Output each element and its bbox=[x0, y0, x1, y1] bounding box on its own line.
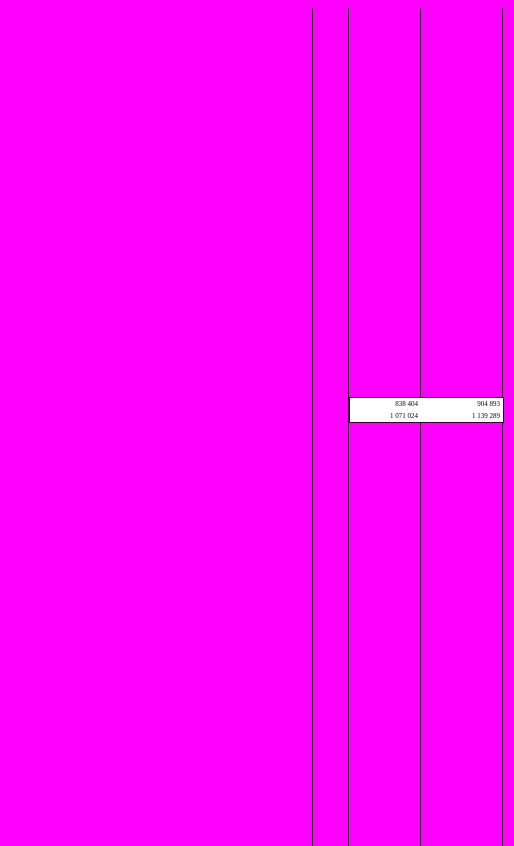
row-value-period-start bbox=[424, 645, 500, 657]
row-code bbox=[314, 541, 348, 553]
row-value-period-end bbox=[350, 793, 418, 805]
row-code bbox=[314, 657, 348, 669]
row-code bbox=[314, 93, 348, 105]
table-row bbox=[0, 211, 514, 223]
row-value-period-start bbox=[424, 735, 500, 747]
row-value-period-start bbox=[424, 471, 500, 483]
table-row bbox=[0, 246, 514, 258]
row-code bbox=[314, 293, 348, 305]
row-value-period-start bbox=[424, 81, 500, 93]
table-row bbox=[0, 69, 514, 81]
row-value-period-start bbox=[424, 234, 500, 246]
row-value-period-start bbox=[424, 622, 500, 634]
row-code bbox=[314, 723, 348, 735]
row-value-period-end bbox=[350, 541, 418, 553]
table-row bbox=[0, 187, 514, 199]
row-value-period-start bbox=[424, 69, 500, 81]
row-value-period-end bbox=[350, 376, 418, 388]
row-value-period-start bbox=[424, 376, 500, 388]
table-row bbox=[0, 541, 514, 553]
table-row bbox=[0, 140, 514, 152]
table-row bbox=[0, 222, 514, 234]
row-value-period-start bbox=[424, 93, 500, 105]
row-code bbox=[314, 448, 348, 460]
row-value-period-end bbox=[350, 234, 418, 246]
row-value-period-end bbox=[350, 781, 418, 793]
row-value-period-end bbox=[350, 222, 418, 234]
table-row bbox=[0, 804, 514, 816]
row-value-period-end bbox=[350, 506, 418, 518]
row-value-period-start bbox=[424, 187, 500, 199]
row-value-period-start bbox=[424, 553, 500, 565]
row-code bbox=[314, 281, 348, 293]
table-row bbox=[0, 506, 514, 518]
table-row bbox=[0, 34, 514, 46]
row-code bbox=[314, 116, 348, 128]
table-row bbox=[0, 735, 514, 747]
row-value-period-end bbox=[350, 329, 418, 341]
totals-box bbox=[349, 397, 504, 423]
table-row bbox=[0, 340, 514, 352]
row-value-period-end bbox=[350, 816, 418, 828]
row-value-period-end bbox=[350, 10, 418, 22]
row-code bbox=[314, 45, 348, 57]
table-row bbox=[0, 712, 514, 724]
row-code bbox=[314, 495, 348, 507]
row-value-period-end bbox=[350, 352, 418, 364]
row-code bbox=[314, 352, 348, 364]
table-row bbox=[0, 81, 514, 93]
table-row bbox=[0, 758, 514, 770]
row-value-period-start bbox=[424, 270, 500, 282]
table-row bbox=[0, 700, 514, 712]
row-code bbox=[314, 645, 348, 657]
row-value-period-start bbox=[424, 10, 500, 22]
row-value-period-end bbox=[350, 199, 418, 211]
row-value-period-start bbox=[424, 746, 500, 758]
row-code bbox=[314, 758, 348, 770]
row-value-period-start bbox=[424, 293, 500, 305]
row-value-period-end bbox=[350, 723, 418, 735]
row-value-period-end bbox=[350, 45, 418, 57]
row-code bbox=[314, 529, 348, 541]
table-row bbox=[0, 305, 514, 317]
table-row bbox=[0, 425, 514, 437]
table-row bbox=[0, 317, 514, 329]
row-value-period-start bbox=[424, 425, 500, 437]
table-row bbox=[0, 471, 514, 483]
row-code bbox=[314, 140, 348, 152]
row-value-period-start bbox=[424, 541, 500, 553]
table-row bbox=[0, 770, 514, 782]
row-value-period-start bbox=[424, 495, 500, 507]
row-value-period-start bbox=[424, 437, 500, 449]
row-value-period-end bbox=[350, 270, 418, 282]
row-value-period-start bbox=[424, 45, 500, 57]
table-row bbox=[0, 93, 514, 105]
table-row bbox=[0, 234, 514, 246]
row-code bbox=[314, 816, 348, 828]
row-value-period-end bbox=[350, 246, 418, 258]
row-code bbox=[314, 746, 348, 758]
row-value-period-start bbox=[424, 576, 500, 588]
row-value-period-end bbox=[350, 128, 418, 140]
row-value-period-start bbox=[424, 793, 500, 805]
row-code bbox=[314, 611, 348, 623]
table-row bbox=[0, 634, 514, 646]
row-code bbox=[314, 364, 348, 376]
row-value-period-start bbox=[424, 364, 500, 376]
table-row bbox=[0, 45, 514, 57]
table-row bbox=[0, 781, 514, 793]
table-row bbox=[0, 175, 514, 187]
row-code bbox=[314, 69, 348, 81]
table-row bbox=[0, 518, 514, 530]
row-value-period-start bbox=[424, 305, 500, 317]
table-row bbox=[0, 270, 514, 282]
row-value-period-end bbox=[350, 211, 418, 223]
row-code bbox=[314, 437, 348, 449]
row-value-period-end bbox=[350, 258, 418, 270]
row-value-period-start bbox=[424, 700, 500, 712]
row-value-period-end bbox=[350, 34, 418, 46]
table-row bbox=[0, 448, 514, 460]
row-value-period-end bbox=[350, 317, 418, 329]
row-value-period-end bbox=[350, 553, 418, 565]
row-value-period-end bbox=[350, 634, 418, 646]
row-value-period-start bbox=[424, 448, 500, 460]
row-value-period-start bbox=[424, 329, 500, 341]
row-value-period-start bbox=[424, 564, 500, 576]
table-row bbox=[0, 645, 514, 657]
table-row bbox=[0, 10, 514, 22]
row-code bbox=[314, 587, 348, 599]
row-code bbox=[314, 340, 348, 352]
table-row bbox=[0, 437, 514, 449]
table-row bbox=[0, 587, 514, 599]
table-row bbox=[0, 152, 514, 164]
row-value-period-end bbox=[350, 576, 418, 588]
row-code bbox=[314, 781, 348, 793]
row-code bbox=[314, 425, 348, 437]
table-row bbox=[0, 163, 514, 175]
row-value-period-start bbox=[424, 211, 500, 223]
row-code bbox=[314, 10, 348, 22]
row-value-period-end bbox=[350, 518, 418, 530]
table-row bbox=[0, 576, 514, 588]
row-code bbox=[314, 199, 348, 211]
table-row bbox=[0, 622, 514, 634]
row-code bbox=[314, 735, 348, 747]
row-code bbox=[314, 81, 348, 93]
row-value-period-start bbox=[424, 340, 500, 352]
row-value-period-start bbox=[424, 770, 500, 782]
total-current-assets-v1: 838 404 bbox=[395, 400, 418, 408]
row-code bbox=[314, 828, 348, 840]
row-value-period-start bbox=[424, 281, 500, 293]
row-value-period-end bbox=[350, 645, 418, 657]
row-code bbox=[314, 793, 348, 805]
row-value-period-end bbox=[350, 93, 418, 105]
row-value-period-end bbox=[350, 599, 418, 611]
row-code bbox=[314, 246, 348, 258]
table-row bbox=[0, 116, 514, 128]
row-value-period-end bbox=[350, 587, 418, 599]
row-value-period-start bbox=[424, 34, 500, 46]
row-value-period-start bbox=[424, 712, 500, 724]
row-value-period-start bbox=[424, 828, 500, 840]
row-value-period-end bbox=[350, 175, 418, 187]
row-value-period-start bbox=[424, 483, 500, 495]
row-value-period-end bbox=[350, 483, 418, 495]
row-value-period-start bbox=[424, 175, 500, 187]
table-row bbox=[0, 746, 514, 758]
row-value-period-end bbox=[350, 57, 418, 69]
table-row bbox=[0, 657, 514, 669]
row-value-period-end bbox=[350, 140, 418, 152]
row-code bbox=[314, 152, 348, 164]
row-value-period-start bbox=[424, 140, 500, 152]
table-row bbox=[0, 128, 514, 140]
row-code bbox=[314, 471, 348, 483]
row-code bbox=[314, 187, 348, 199]
row-code bbox=[314, 329, 348, 341]
row-value-period-end bbox=[350, 460, 418, 472]
row-value-period-start bbox=[424, 104, 500, 116]
table-row bbox=[0, 529, 514, 541]
total-current-assets-v2: 904 893 bbox=[477, 400, 500, 408]
row-value-period-end bbox=[350, 735, 418, 747]
row-value-period-end bbox=[350, 471, 418, 483]
row-code bbox=[314, 163, 348, 175]
row-value-period-start bbox=[424, 634, 500, 646]
row-code bbox=[314, 222, 348, 234]
table-row bbox=[0, 281, 514, 293]
row-value-period-end bbox=[350, 22, 418, 34]
table-row bbox=[0, 564, 514, 576]
row-code bbox=[314, 128, 348, 140]
row-code bbox=[314, 576, 348, 588]
table-row bbox=[0, 793, 514, 805]
table-row bbox=[0, 723, 514, 735]
row-value-period-end bbox=[350, 340, 418, 352]
row-code bbox=[314, 564, 348, 576]
row-value-period-start bbox=[424, 518, 500, 530]
table-row bbox=[0, 553, 514, 565]
row-value-period-end bbox=[350, 305, 418, 317]
row-value-period-start bbox=[424, 116, 500, 128]
row-value-period-end bbox=[350, 712, 418, 724]
balance-total-v1: 1 071 024 bbox=[390, 412, 418, 420]
row-value-period-end bbox=[350, 804, 418, 816]
row-code bbox=[314, 506, 348, 518]
row-code bbox=[314, 317, 348, 329]
row-value-period-end bbox=[350, 746, 418, 758]
row-value-period-end bbox=[350, 758, 418, 770]
table-row bbox=[0, 828, 514, 840]
table-row bbox=[0, 104, 514, 116]
row-code bbox=[314, 104, 348, 116]
row-value-period-end bbox=[350, 828, 418, 840]
row-value-period-start bbox=[424, 611, 500, 623]
row-code bbox=[314, 34, 348, 46]
row-value-period-end bbox=[350, 116, 418, 128]
row-value-period-start bbox=[424, 723, 500, 735]
table-row bbox=[0, 258, 514, 270]
row-value-period-start bbox=[424, 657, 500, 669]
row-code bbox=[314, 460, 348, 472]
table-row bbox=[0, 352, 514, 364]
table-row bbox=[0, 611, 514, 623]
row-value-period-end bbox=[350, 700, 418, 712]
row-code bbox=[314, 553, 348, 565]
table-row bbox=[0, 199, 514, 211]
row-value-period-end bbox=[350, 69, 418, 81]
row-value-period-start bbox=[424, 163, 500, 175]
row-value-period-start bbox=[424, 222, 500, 234]
row-value-period-end bbox=[350, 564, 418, 576]
row-value-period-start bbox=[424, 587, 500, 599]
table-row bbox=[0, 364, 514, 376]
row-value-period-end bbox=[350, 281, 418, 293]
row-code bbox=[314, 211, 348, 223]
table-row bbox=[0, 376, 514, 388]
row-value-period-start bbox=[424, 246, 500, 258]
row-code bbox=[314, 258, 348, 270]
row-value-period-start bbox=[424, 804, 500, 816]
row-value-period-start bbox=[424, 199, 500, 211]
row-code bbox=[314, 700, 348, 712]
row-value-period-end bbox=[350, 163, 418, 175]
row-code bbox=[314, 388, 348, 400]
row-value-period-end bbox=[350, 529, 418, 541]
row-value-period-start bbox=[424, 317, 500, 329]
row-value-period-start bbox=[424, 599, 500, 611]
table-row bbox=[0, 460, 514, 472]
row-value-period-end bbox=[350, 437, 418, 449]
row-value-period-start bbox=[424, 152, 500, 164]
row-code bbox=[314, 712, 348, 724]
row-value-period-end bbox=[350, 152, 418, 164]
row-value-period-end bbox=[350, 81, 418, 93]
row-value-period-end bbox=[350, 293, 418, 305]
row-code bbox=[314, 175, 348, 187]
row-value-period-end bbox=[350, 187, 418, 199]
row-code bbox=[314, 518, 348, 530]
row-code bbox=[314, 305, 348, 317]
row-code bbox=[314, 804, 348, 816]
row-code bbox=[314, 22, 348, 34]
table-row bbox=[0, 22, 514, 34]
table-row bbox=[0, 483, 514, 495]
row-value-period-end bbox=[350, 770, 418, 782]
row-value-period-start bbox=[424, 816, 500, 828]
row-code bbox=[314, 270, 348, 282]
row-value-period-start bbox=[424, 781, 500, 793]
row-code bbox=[314, 234, 348, 246]
table-row bbox=[0, 329, 514, 341]
row-value-period-end bbox=[350, 364, 418, 376]
row-value-period-start bbox=[424, 258, 500, 270]
row-code bbox=[314, 376, 348, 388]
row-value-period-end bbox=[350, 104, 418, 116]
row-code bbox=[314, 634, 348, 646]
row-value-period-start bbox=[424, 460, 500, 472]
row-value-period-start bbox=[424, 758, 500, 770]
row-value-period-start bbox=[424, 506, 500, 518]
row-value-period-start bbox=[424, 57, 500, 69]
row-value-period-start bbox=[424, 529, 500, 541]
table-row bbox=[0, 57, 514, 69]
table-row bbox=[0, 599, 514, 611]
row-value-period-end bbox=[350, 448, 418, 460]
row-value-period-start bbox=[424, 352, 500, 364]
row-code bbox=[314, 770, 348, 782]
row-value-period-end bbox=[350, 611, 418, 623]
row-value-period-end bbox=[350, 495, 418, 507]
row-value-period-start bbox=[424, 22, 500, 34]
table-row bbox=[0, 495, 514, 507]
row-value-period-start bbox=[424, 128, 500, 140]
balance-total-v2: 1 139 289 bbox=[472, 412, 500, 420]
table-row bbox=[0, 816, 514, 828]
row-code bbox=[314, 57, 348, 69]
row-value-period-end bbox=[350, 425, 418, 437]
table-row bbox=[0, 293, 514, 305]
row-value-period-end bbox=[350, 622, 418, 634]
row-code bbox=[314, 622, 348, 634]
row-code bbox=[314, 599, 348, 611]
row-code bbox=[314, 483, 348, 495]
row-value-period-end bbox=[350, 657, 418, 669]
